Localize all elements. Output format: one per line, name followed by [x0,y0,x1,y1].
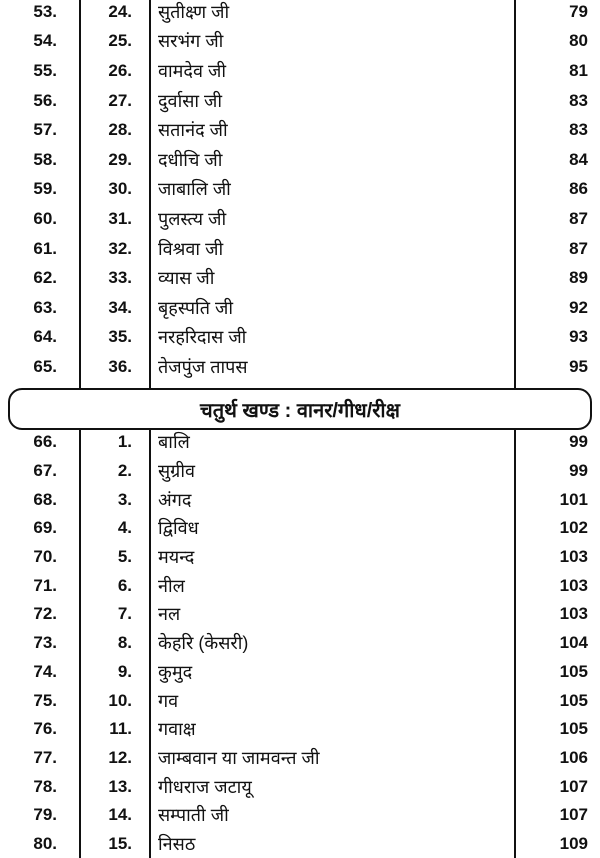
contents-table-top [0,0,600,389]
table-row [0,715,600,744]
page-number: 105 [559,719,588,739]
entry-title: दुर्वासा जी [158,90,223,111]
serial-number: 62. [33,268,57,288]
table-row [0,514,600,543]
entry-title: तेजपुंज तापस [158,356,248,377]
table-row [0,234,600,264]
page-number: 83 [569,120,588,140]
serial-number: 75. [33,690,57,710]
page-number: 101 [559,489,588,509]
section-number: 4. [117,518,132,538]
page-number: 104 [559,633,588,653]
entry-title: कुमुद [158,661,193,682]
table-row [0,744,600,773]
entry-title: बालि [158,432,190,453]
table-row [0,263,600,293]
page-number: 107 [559,805,588,825]
serial-number: 61. [33,238,57,258]
entry-title: नरहरिदास जी [158,327,247,348]
serial-number: 69. [33,518,57,538]
section-number: 32. [108,238,132,258]
entry-title: सम्पाती जी [158,805,229,826]
serial-number: 73. [33,633,57,653]
entry-title: जाबालि जी [158,179,231,200]
section-number: 27. [108,90,132,110]
table-row [0,600,600,629]
serial-number: 57. [33,120,57,140]
section-number: 13. [108,776,132,796]
page-number: 95 [569,356,588,376]
table-row [0,56,600,86]
page-number: 103 [559,604,588,624]
page-number: 102 [559,518,588,538]
table-row [0,428,600,457]
section-number: 12. [108,747,132,767]
table-row [0,293,600,323]
table-row [0,86,600,116]
section-number: 24. [108,1,132,21]
table-row [0,543,600,572]
page-number: 81 [569,60,588,80]
page-number: 99 [569,432,588,452]
section-number: 2. [117,461,132,481]
entry-title: व्यास जी [158,268,215,289]
section-number: 35. [108,327,132,347]
page-number: 103 [559,547,588,567]
table-row [0,457,600,486]
page-number: 93 [569,327,588,347]
table-row [0,323,600,353]
entry-title: गीधराज जटायू [158,776,252,797]
serial-number: 65. [33,356,57,376]
table-row [0,629,600,658]
entry-title: जाम्बवान या जामवन्त जी [158,747,320,768]
section-number: 9. [117,661,132,681]
table-row [0,175,600,205]
entry-title: नल [158,604,181,625]
table-row [0,485,600,514]
entry-title: सुतीक्ष्ण जी [158,1,230,22]
entry-title: सरभंग जी [158,31,224,52]
serial-number: 59. [33,179,57,199]
entry-title: गवाक्ष [158,719,196,740]
serial-number: 79. [33,805,57,825]
section-number: 15. [108,833,132,853]
section-number: 3. [117,489,132,509]
table-row [0,204,600,234]
serial-number: 64. [33,327,57,347]
section-number: 6. [117,575,132,595]
page-number: 105 [559,690,588,710]
page-number: 80 [569,31,588,51]
page-number: 105 [559,661,588,681]
entry-title: विश्रवा जी [158,238,224,259]
table-row [0,658,600,687]
table-row [0,830,600,858]
entry-title: अंगद [158,489,192,510]
section-number: 36. [108,356,132,376]
section-number: 29. [108,149,132,169]
entry-title: द्विविध [158,518,199,539]
section-number: 11. [109,719,132,739]
page-number: 87 [569,208,588,228]
table-row [0,145,600,175]
serial-number: 60. [33,208,57,228]
table-row [0,0,600,27]
serial-number: 68. [33,489,57,509]
section-number: 1. [117,432,132,452]
serial-number: 53. [33,1,57,21]
section-number: 25. [108,31,132,51]
entry-title: नील [158,575,185,596]
page-number: 79 [569,1,588,21]
entry-title: वामदेव जी [158,60,227,81]
serial-number: 58. [33,149,57,169]
serial-number: 78. [33,776,57,796]
section-number: 26. [108,60,132,80]
section-number: 7. [117,604,132,624]
page-number: 92 [569,297,588,317]
entry-title: गव [158,690,179,711]
serial-number: 74. [33,661,57,681]
serial-number: 56. [33,90,57,110]
table-row [0,115,600,145]
section-number: 28. [108,120,132,140]
table-row [0,801,600,830]
section-number: 10. [108,690,132,710]
entry-title: निसठ [158,833,196,854]
entry-title: सतानंद जी [158,120,228,141]
section-number: 14. [108,805,132,825]
entry-title: केहरि (केसरी) [158,633,249,654]
page-number: 109 [559,833,588,853]
page-number: 86 [569,179,588,199]
page-number: 106 [559,747,588,767]
serial-number: 63. [33,297,57,317]
serial-number: 67. [33,461,57,481]
page-number: 107 [559,776,588,796]
entry-title: बृहस्पति जी [158,297,234,318]
table-row [0,27,600,57]
entry-title: दधीचि जी [158,149,223,170]
section-number: 34. [108,297,132,317]
section-number: 30. [108,179,132,199]
section-number: 31. [108,208,132,228]
entry-title: मयन्द [158,547,195,568]
section-heading: चतुर्थ खण्ड : वानर/गीध/रीक्ष [8,388,592,430]
serial-number: 80. [33,833,57,853]
entry-title: पुलस्त्य जी [158,208,227,229]
section-number: 5. [117,547,132,567]
entry-title: सुग्रीव [158,461,195,482]
serial-number: 71. [33,575,57,595]
table-row [0,571,600,600]
serial-number: 70. [33,547,57,567]
table-row [0,772,600,801]
serial-number: 55. [33,60,57,80]
page-number: 83 [569,90,588,110]
page-number: 89 [569,268,588,288]
page-number: 87 [569,238,588,258]
serial-number: 77. [33,747,57,767]
page-number: 99 [569,461,588,481]
section-number: 33. [108,268,132,288]
table-row [0,352,600,382]
serial-number: 66. [33,432,57,452]
page-number: 103 [559,575,588,595]
section-number: 8. [117,633,132,653]
page-number: 84 [569,149,588,169]
serial-number: 76. [33,719,57,739]
serial-number: 72. [33,604,57,624]
table-row [0,686,600,715]
contents-table-bottom [0,428,600,858]
serial-number: 54. [33,31,57,51]
